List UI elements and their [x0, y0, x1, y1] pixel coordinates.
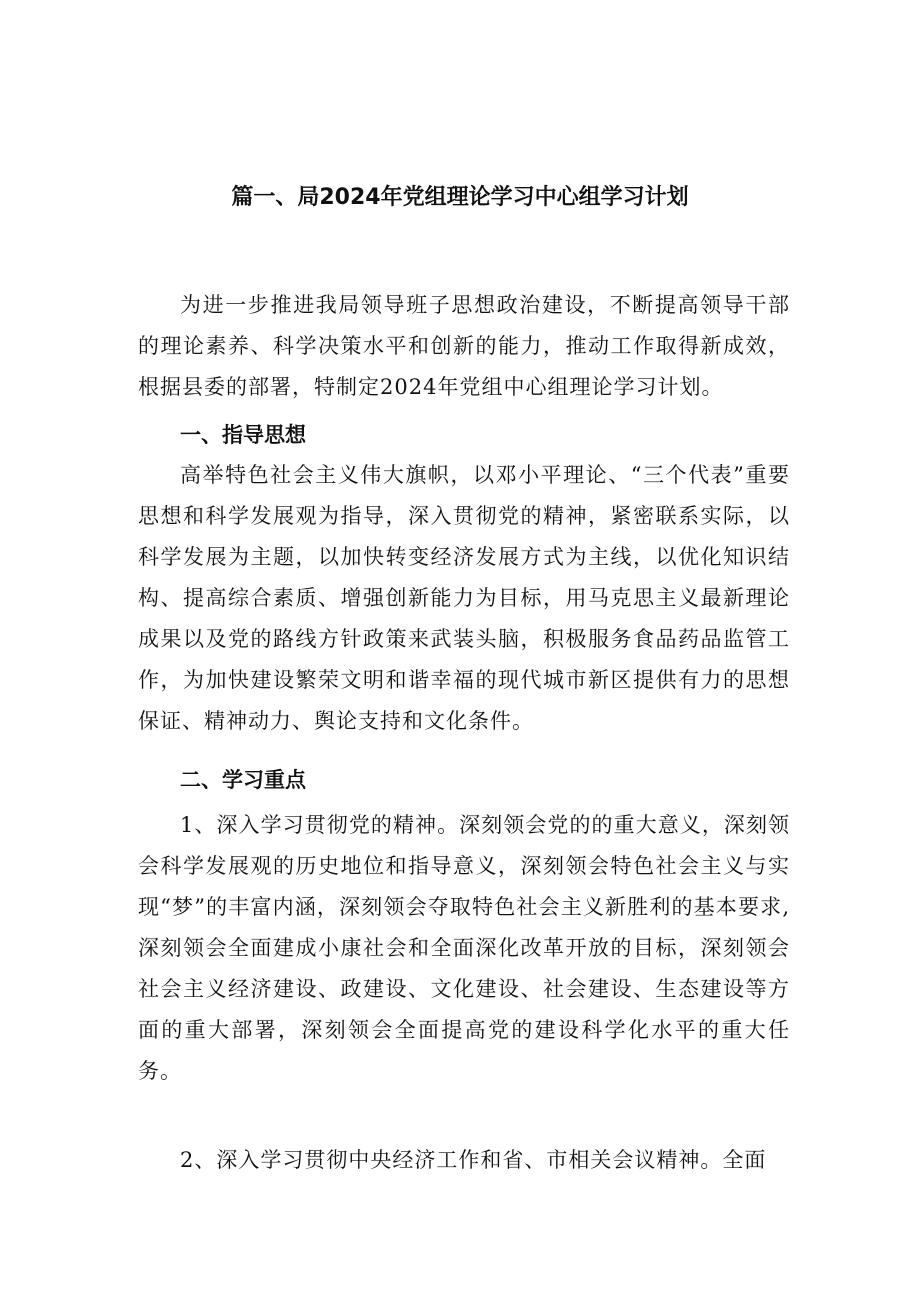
study-focus-item-2: 2、深入学习贯彻中央经济工作和省、市相关会议精神。全面	[180, 1148, 767, 1172]
document-title: 篇一、局2024年党组理论学习中心组学习计划	[231, 185, 689, 210]
section-heading-guiding-ideology: 一、指导思想	[180, 423, 306, 447]
intro-paragraph: 为进一步推进我局领导班子思想政治建设，不断提高领导干部的理论素养、科学决策水平和创新的能力，推动工作取得新成效，根据县委的部署，特制定2024年党组中心组理论学习计划。	[138, 293, 790, 399]
study-focus-item-1: 1、深入学习贯彻党的精神。深刻领会党的的重大意义，深刻领会科学发展观的历史地位和指导意义，深刻领会特色社会主义与实现“梦”的丰富内涵，深刻领会夺取特色社会主义新胜利的基本要求,深刻领会全面建成小康社会和全面深化改革开放的目标，深刻领会社会主义经济建设、政建设、文化建设、社会建设、生态建设等方面的重大部署，深刻领会全面提高党的建设科学化水平的重大任务。	[138, 813, 790, 1083]
section-heading-study-focus: 二、学习重点	[180, 768, 306, 792]
guiding-ideology-paragraph: 高举特色社会主义伟大旗帜，以邓小平理论、“三个代表”重要思想和科学发展观为指导，深入贯彻党的精神，紧密联系实际，以科学发展为主题，以加快转变经济发展方式为主线，以优化知识结构、提高综合素质、增强创新能力为目标，用马克思主义最新理论成果以及党的路线方针政策来武装头脑，积极服务食品药品监管工作，为加快建设繁荣文明和谐幸福的现代城市新区提供有力的思想保证、精神动力、舆论支持和文化条件。	[138, 463, 790, 733]
